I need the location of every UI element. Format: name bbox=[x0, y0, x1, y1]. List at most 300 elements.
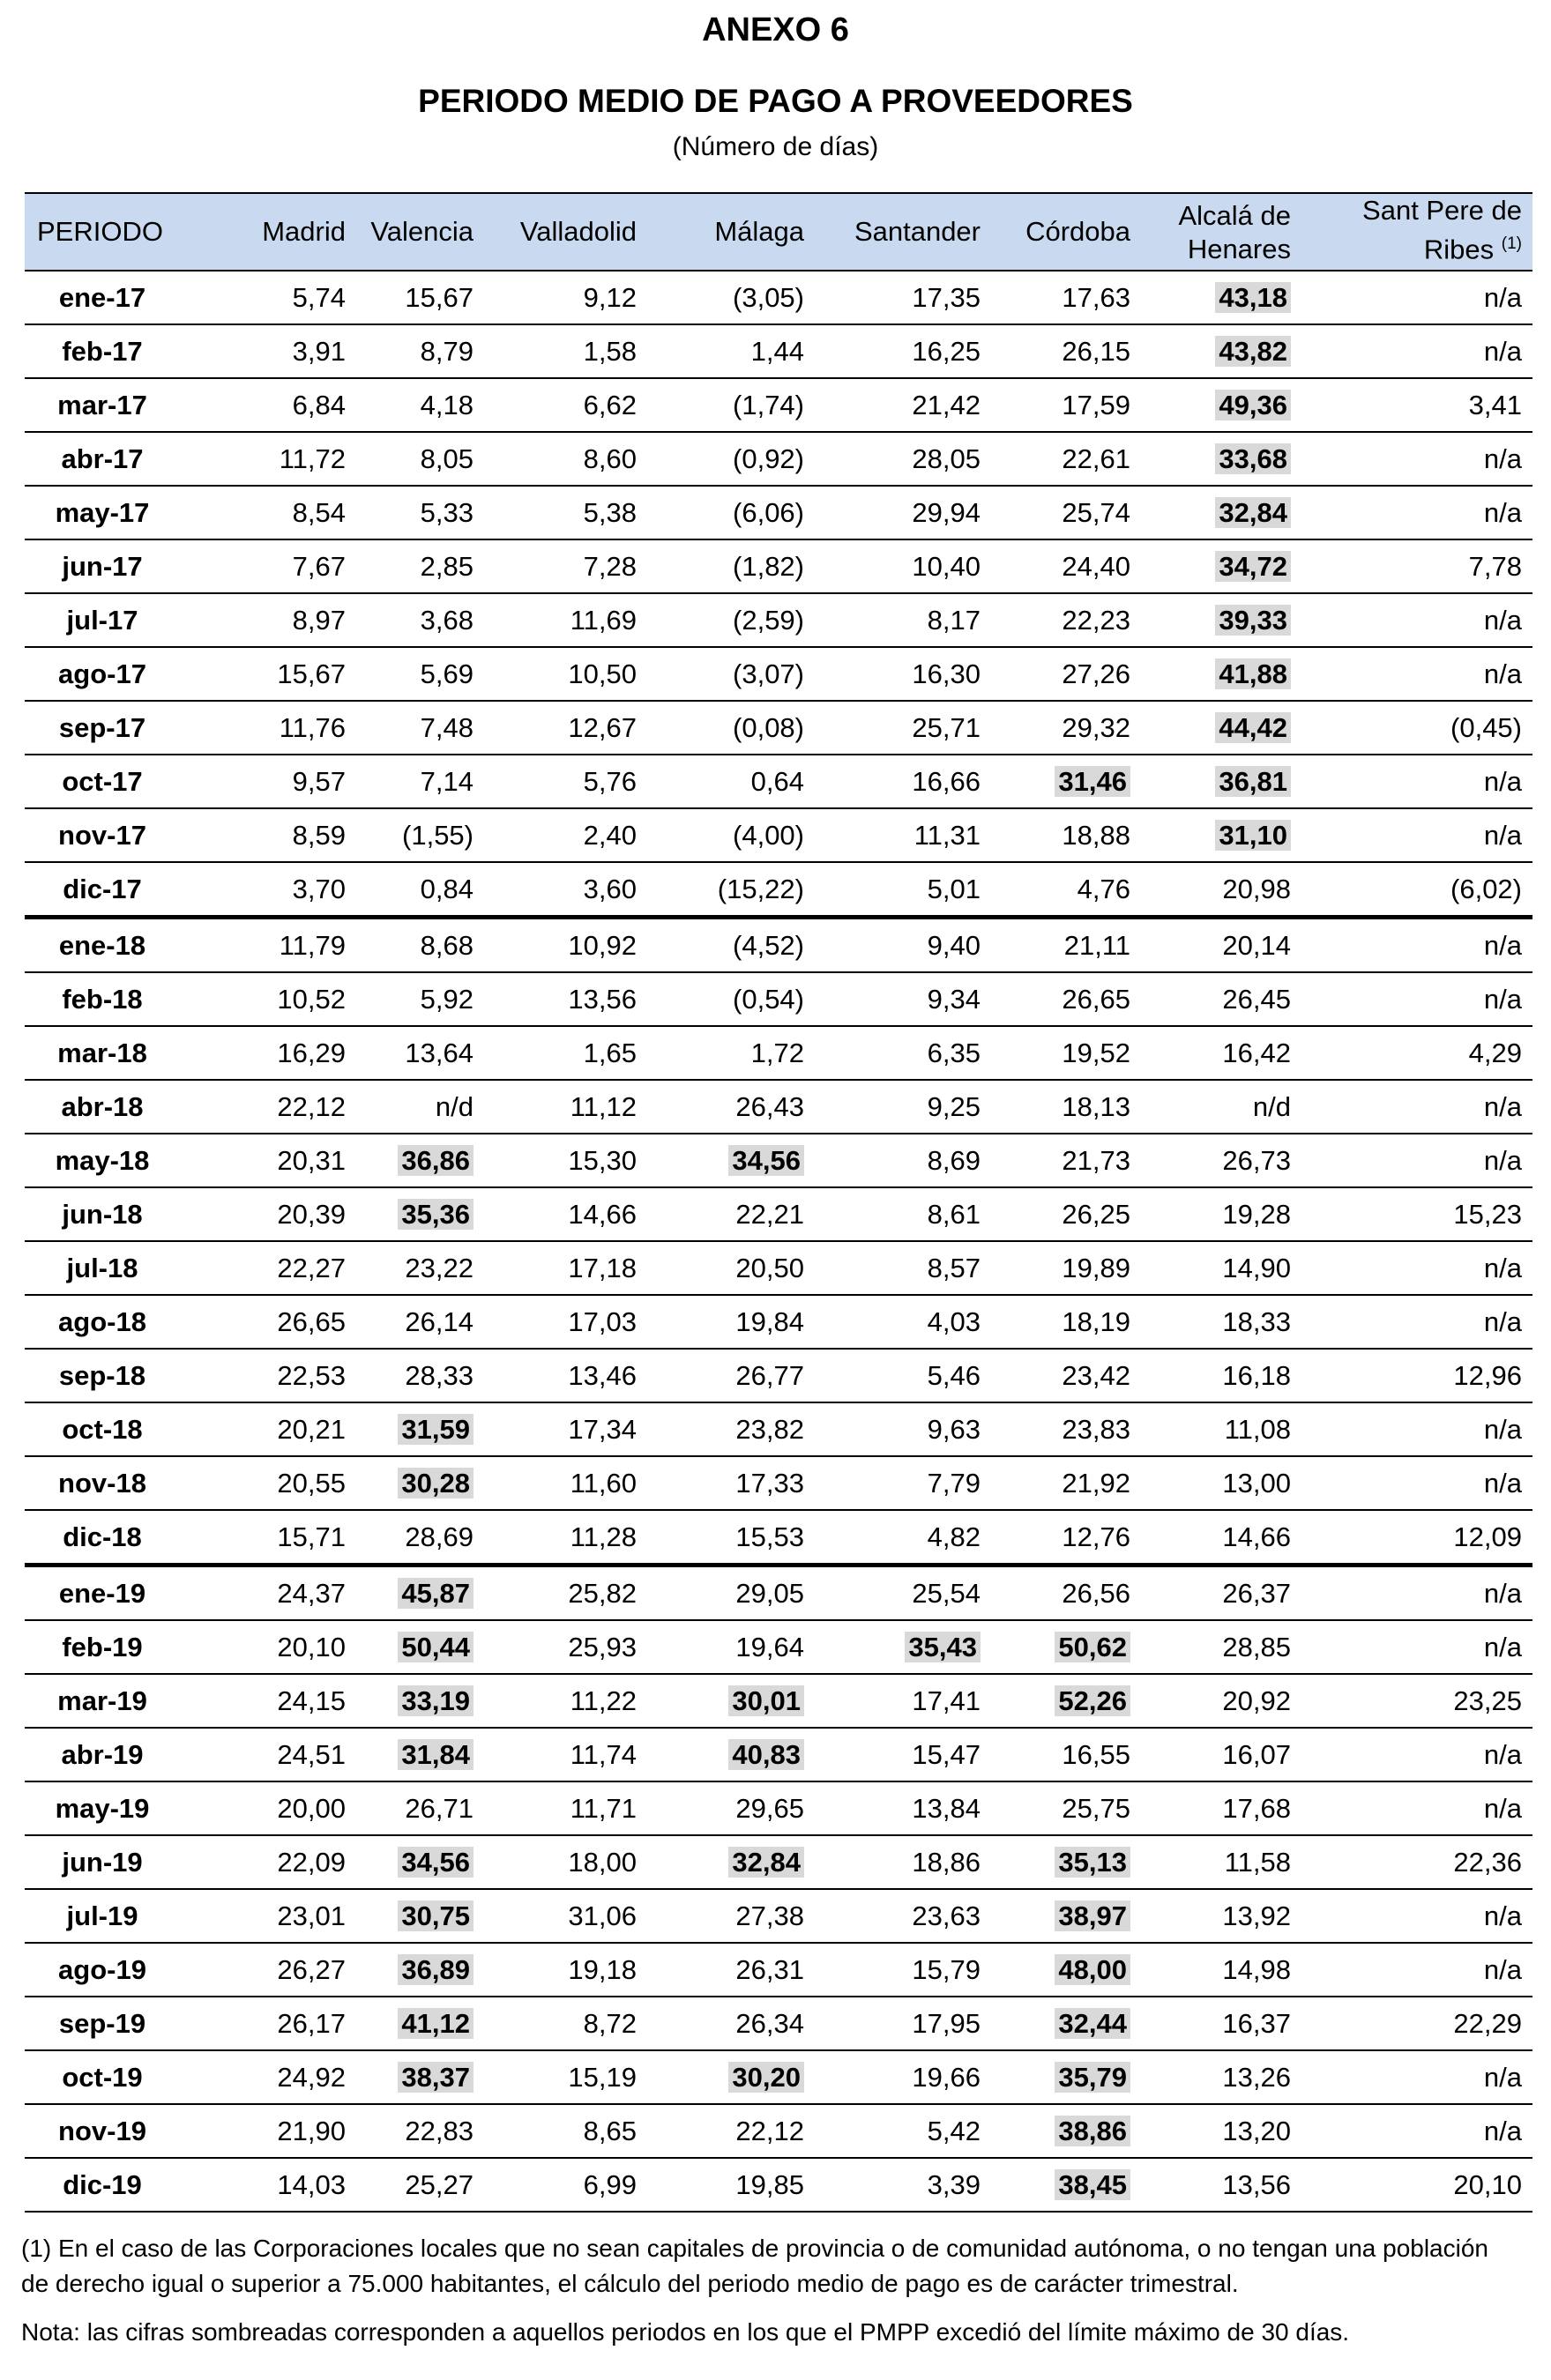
value-cell-alcala: n/d bbox=[1141, 1080, 1301, 1134]
table-row bbox=[25, 432, 1532, 486]
value-cell-santander: 5,01 bbox=[815, 862, 991, 918]
shaded-value: 38,45 bbox=[1055, 2169, 1130, 2200]
value-cell-valladolid: 25,93 bbox=[484, 1620, 647, 1674]
footnote-line-2: de derecho igual o superior a 75.000 habitantes, el cálculo del periodo medio de pago es de carácter trimestral. bbox=[21, 2270, 1239, 2297]
value-cell-santander: 4,82 bbox=[815, 1510, 991, 1566]
value-cell-cordoba: 22,61 bbox=[991, 432, 1141, 486]
col-header-periodo: PERIODO bbox=[25, 193, 180, 271]
value-cell-valladolid: 10,92 bbox=[484, 918, 647, 973]
table-row bbox=[25, 324, 1532, 378]
table-row bbox=[25, 1134, 1532, 1187]
table-body bbox=[25, 271, 1532, 2212]
value-cell-valencia bbox=[356, 1402, 484, 1456]
value-cell-alcala: 16,37 bbox=[1141, 1997, 1301, 2050]
table-row bbox=[25, 1080, 1532, 1134]
value-cell-santander: 21,42 bbox=[815, 378, 991, 432]
period-cell: mar-19 bbox=[25, 1674, 180, 1728]
period-cell: dic-19 bbox=[25, 2158, 180, 2212]
value-cell-alcala bbox=[1141, 755, 1301, 808]
value-cell-malaga: 26,31 bbox=[647, 1943, 815, 1997]
value-cell-alcala bbox=[1141, 271, 1301, 324]
value-cell-santander: 19,66 bbox=[815, 2050, 991, 2104]
value-cell-valladolid: 11,12 bbox=[484, 1080, 647, 1134]
value-cell-madrid: 24,15 bbox=[180, 1674, 356, 1728]
value-cell-malaga: (0,92) bbox=[647, 432, 815, 486]
shaded-value: 50,62 bbox=[1055, 1632, 1130, 1662]
shaded-value: 43,18 bbox=[1215, 282, 1291, 313]
value-cell-santander: 9,34 bbox=[815, 972, 991, 1026]
value-cell-sant-pere: n/a bbox=[1301, 1402, 1532, 1456]
value-cell-valladolid: 13,56 bbox=[484, 972, 647, 1026]
value-cell-sant-pere: 23,25 bbox=[1301, 1674, 1532, 1728]
period-cell: ene-19 bbox=[25, 1566, 180, 1621]
period-cell: nov-19 bbox=[25, 2104, 180, 2158]
value-cell-madrid: 22,12 bbox=[180, 1080, 356, 1134]
value-cell-sant-pere: n/a bbox=[1301, 324, 1532, 378]
shaded-value: 40,83 bbox=[728, 1739, 804, 1770]
value-cell-cordoba: 23,42 bbox=[991, 1349, 1141, 1402]
period-cell: jun-19 bbox=[25, 1835, 180, 1889]
value-cell-madrid: 8,97 bbox=[180, 593, 356, 647]
col-header-sant-pere bbox=[1301, 193, 1532, 271]
value-cell-malaga: 26,34 bbox=[647, 1997, 815, 2050]
footnote-marker: (1) bbox=[1501, 234, 1522, 253]
shaded-value: 31,46 bbox=[1055, 766, 1130, 797]
value-cell-sant-pere: n/a bbox=[1301, 918, 1532, 973]
table-row bbox=[25, 808, 1532, 862]
period-cell: dic-17 bbox=[25, 862, 180, 918]
value-cell-alcala: 18,33 bbox=[1141, 1295, 1301, 1349]
table-row bbox=[25, 755, 1532, 808]
table-row bbox=[25, 1674, 1532, 1728]
value-cell-valladolid: 15,30 bbox=[484, 1134, 647, 1187]
value-cell-valencia: 5,33 bbox=[356, 486, 484, 539]
value-cell-valladolid: 11,71 bbox=[484, 1781, 647, 1835]
col-header-santander: Santander bbox=[815, 193, 991, 271]
value-cell-sant-pere: n/a bbox=[1301, 1620, 1532, 1674]
value-cell-sant-pere: 22,29 bbox=[1301, 1997, 1532, 2050]
period-cell: ago-17 bbox=[25, 647, 180, 701]
value-cell-alcala: 14,98 bbox=[1141, 1943, 1301, 1997]
value-cell-santander: 13,84 bbox=[815, 1781, 991, 1835]
value-cell-santander: 3,39 bbox=[815, 2158, 991, 2212]
value-cell-cordoba: 21,73 bbox=[991, 1134, 1141, 1187]
value-cell-cordoba: 4,76 bbox=[991, 862, 1141, 918]
value-cell-santander: 6,35 bbox=[815, 1026, 991, 1080]
value-cell-alcala bbox=[1141, 324, 1301, 378]
col-header-alcala bbox=[1141, 193, 1301, 271]
period-cell: ene-17 bbox=[25, 271, 180, 324]
value-cell-valencia: 15,67 bbox=[356, 271, 484, 324]
value-cell-cordoba: 19,52 bbox=[991, 1026, 1141, 1080]
period-cell: abr-18 bbox=[25, 1080, 180, 1134]
table-header-row bbox=[25, 193, 1532, 271]
value-cell-santander: 5,46 bbox=[815, 1349, 991, 1402]
value-cell-madrid: 3,91 bbox=[180, 324, 356, 378]
shaded-value: 44,42 bbox=[1215, 712, 1291, 743]
value-cell-cordoba bbox=[991, 1620, 1141, 1674]
value-cell-sant-pere: n/a bbox=[1301, 1889, 1532, 1943]
period-cell: sep-17 bbox=[25, 701, 180, 755]
value-cell-valencia: 3,68 bbox=[356, 593, 484, 647]
value-cell-sant-pere: n/a bbox=[1301, 271, 1532, 324]
value-cell-cordoba: 21,11 bbox=[991, 918, 1141, 973]
shaded-value: 38,86 bbox=[1055, 2116, 1130, 2146]
value-cell-alcala: 13,00 bbox=[1141, 1456, 1301, 1510]
value-cell-cordoba: 19,89 bbox=[991, 1241, 1141, 1295]
value-cell-malaga: 22,21 bbox=[647, 1187, 815, 1241]
table-row bbox=[25, 2050, 1532, 2104]
value-cell-malaga: 27,38 bbox=[647, 1889, 815, 1943]
value-cell-madrid: 11,72 bbox=[180, 432, 356, 486]
shaded-value: 45,87 bbox=[398, 1578, 474, 1609]
value-cell-madrid: 26,27 bbox=[180, 1943, 356, 1997]
value-cell-sant-pere: n/a bbox=[1301, 1134, 1532, 1187]
value-cell-madrid: 24,92 bbox=[180, 2050, 356, 2104]
value-cell-cordoba: 23,83 bbox=[991, 1402, 1141, 1456]
value-cell-madrid: 11,76 bbox=[180, 701, 356, 755]
value-cell-cordoba bbox=[991, 2050, 1141, 2104]
value-cell-malaga: 17,33 bbox=[647, 1456, 815, 1510]
value-cell-valladolid: 11,74 bbox=[484, 1728, 647, 1781]
shaded-value: 39,33 bbox=[1215, 605, 1291, 636]
table-row bbox=[25, 647, 1532, 701]
value-cell-alcala: 26,73 bbox=[1141, 1134, 1301, 1187]
value-cell-madrid: 15,71 bbox=[180, 1510, 356, 1566]
value-cell-alcala bbox=[1141, 593, 1301, 647]
value-cell-valencia: 13,64 bbox=[356, 1026, 484, 1080]
col-header-alcala-line2: Henares bbox=[1187, 234, 1291, 265]
shaded-value: 38,37 bbox=[398, 2062, 474, 2093]
value-cell-valladolid: 12,67 bbox=[484, 701, 647, 755]
annex-label: ANEXO 6 bbox=[702, 11, 849, 48]
value-cell-valencia: 8,68 bbox=[356, 918, 484, 973]
value-cell-alcala: 20,14 bbox=[1141, 918, 1301, 973]
value-cell-madrid: 22,53 bbox=[180, 1349, 356, 1402]
shaded-value: 30,01 bbox=[728, 1685, 804, 1716]
table-row bbox=[25, 378, 1532, 432]
col-header-sant-pere-line2: Ribes bbox=[1423, 234, 1495, 265]
shaded-value: 48,00 bbox=[1055, 1954, 1130, 1985]
value-cell-malaga: 29,05 bbox=[647, 1566, 815, 1621]
period-cell: oct-18 bbox=[25, 1402, 180, 1456]
value-cell-malaga: 22,12 bbox=[647, 2104, 815, 2158]
value-cell-santander: 18,86 bbox=[815, 1835, 991, 1889]
value-cell-santander: 16,66 bbox=[815, 755, 991, 808]
value-cell-valladolid: 1,58 bbox=[484, 324, 647, 378]
page-title: PERIODO MEDIO DE PAGO A PROVEEDORES bbox=[418, 83, 1133, 119]
page-subtitle: (Número de días) bbox=[672, 132, 879, 161]
value-cell-alcala: 11,08 bbox=[1141, 1402, 1301, 1456]
value-cell-malaga: 1,44 bbox=[647, 324, 815, 378]
value-cell-santander: 7,79 bbox=[815, 1456, 991, 1510]
value-cell-sant-pere: 3,41 bbox=[1301, 378, 1532, 432]
shaded-value: 41,88 bbox=[1215, 658, 1291, 689]
period-cell: jun-17 bbox=[25, 539, 180, 593]
value-cell-santander: 4,03 bbox=[815, 1295, 991, 1349]
value-cell-sant-pere: n/a bbox=[1301, 593, 1532, 647]
value-cell-cordoba bbox=[991, 2158, 1141, 2212]
value-cell-valencia bbox=[356, 1566, 484, 1621]
value-cell-madrid: 10,52 bbox=[180, 972, 356, 1026]
period-cell: feb-17 bbox=[25, 324, 180, 378]
value-cell-alcala: 13,20 bbox=[1141, 2104, 1301, 2158]
value-cell-valladolid: 10,50 bbox=[484, 647, 647, 701]
shaded-value: 32,44 bbox=[1055, 2008, 1130, 2039]
value-cell-sant-pere: n/a bbox=[1301, 755, 1532, 808]
value-cell-alcala bbox=[1141, 378, 1301, 432]
value-cell-alcala: 28,85 bbox=[1141, 1620, 1301, 1674]
value-cell-cordoba: 24,40 bbox=[991, 539, 1141, 593]
period-cell: feb-18 bbox=[25, 972, 180, 1026]
table-row bbox=[25, 862, 1532, 918]
value-cell-sant-pere: 20,10 bbox=[1301, 2158, 1532, 2212]
value-cell-malaga: 29,65 bbox=[647, 1781, 815, 1835]
value-cell-malaga: (1,74) bbox=[647, 378, 815, 432]
value-cell-valencia: n/d bbox=[356, 1080, 484, 1134]
value-cell-madrid: 9,57 bbox=[180, 755, 356, 808]
value-cell-alcala: 26,37 bbox=[1141, 1566, 1301, 1621]
value-cell-madrid: 22,27 bbox=[180, 1241, 356, 1295]
value-cell-valencia bbox=[356, 1943, 484, 1997]
value-cell-valencia bbox=[356, 1674, 484, 1728]
value-cell-valencia bbox=[356, 2050, 484, 2104]
value-cell-cordoba: 17,59 bbox=[991, 378, 1141, 432]
period-cell: mar-18 bbox=[25, 1026, 180, 1080]
period-cell: nov-17 bbox=[25, 808, 180, 862]
value-cell-valencia: 0,84 bbox=[356, 862, 484, 918]
value-cell-alcala: 20,98 bbox=[1141, 862, 1301, 918]
value-cell-valencia bbox=[356, 1997, 484, 2050]
value-cell-valencia: 26,14 bbox=[356, 1295, 484, 1349]
value-cell-valencia: 5,69 bbox=[356, 647, 484, 701]
value-cell-santander: 8,57 bbox=[815, 1241, 991, 1295]
value-cell-malaga: (2,59) bbox=[647, 593, 815, 647]
value-cell-sant-pere: n/a bbox=[1301, 1295, 1532, 1349]
shaded-value: 36,86 bbox=[398, 1145, 474, 1176]
value-cell-valladolid: 25,82 bbox=[484, 1566, 647, 1621]
value-cell-santander: 9,63 bbox=[815, 1402, 991, 1456]
table-row bbox=[25, 1566, 1532, 1621]
period-cell: jul-17 bbox=[25, 593, 180, 647]
value-cell-santander: 15,47 bbox=[815, 1728, 991, 1781]
value-cell-valladolid: 17,18 bbox=[484, 1241, 647, 1295]
value-cell-madrid: 20,21 bbox=[180, 1402, 356, 1456]
value-cell-valladolid: 5,38 bbox=[484, 486, 647, 539]
value-cell-valladolid: 3,60 bbox=[484, 862, 647, 918]
value-cell-valladolid: 5,76 bbox=[484, 755, 647, 808]
value-cell-madrid: 23,01 bbox=[180, 1889, 356, 1943]
value-cell-valencia: 8,79 bbox=[356, 324, 484, 378]
footnote bbox=[21, 2231, 1551, 2302]
value-cell-valladolid: 8,60 bbox=[484, 432, 647, 486]
value-cell-valladolid: 8,65 bbox=[484, 2104, 647, 2158]
value-cell-sant-pere: n/a bbox=[1301, 432, 1532, 486]
value-cell-valencia: 22,83 bbox=[356, 2104, 484, 2158]
value-cell-santander: 29,94 bbox=[815, 486, 991, 539]
value-cell-valladolid: 31,06 bbox=[484, 1889, 647, 1943]
table-row bbox=[25, 1889, 1532, 1943]
value-cell-cordoba: 26,56 bbox=[991, 1566, 1141, 1621]
period-cell: sep-18 bbox=[25, 1349, 180, 1402]
value-cell-cordoba bbox=[991, 1674, 1141, 1728]
value-cell-cordoba: 17,63 bbox=[991, 271, 1141, 324]
shaded-value: 33,19 bbox=[398, 1685, 474, 1716]
value-cell-valencia bbox=[356, 1835, 484, 1889]
shaded-value: 43,82 bbox=[1215, 336, 1291, 367]
period-cell: oct-19 bbox=[25, 2050, 180, 2104]
value-cell-malaga: 19,64 bbox=[647, 1620, 815, 1674]
value-cell-valencia: 4,18 bbox=[356, 378, 484, 432]
table-row bbox=[25, 1781, 1532, 1835]
col-header-cordoba: Córdoba bbox=[991, 193, 1141, 271]
period-cell: abr-19 bbox=[25, 1728, 180, 1781]
value-cell-malaga: (0,08) bbox=[647, 701, 815, 755]
shaded-value: 32,84 bbox=[1215, 497, 1291, 528]
value-cell-malaga: 19,85 bbox=[647, 2158, 815, 2212]
shaded-value: 31,59 bbox=[398, 1414, 474, 1445]
value-cell-cordoba: 25,74 bbox=[991, 486, 1141, 539]
shaded-value: 33,68 bbox=[1215, 443, 1291, 474]
value-cell-valladolid: 18,00 bbox=[484, 1835, 647, 1889]
table-row bbox=[25, 1349, 1532, 1402]
value-cell-valladolid: 8,72 bbox=[484, 1997, 647, 2050]
value-cell-cordoba: 29,32 bbox=[991, 701, 1141, 755]
value-cell-madrid: 26,65 bbox=[180, 1295, 356, 1349]
value-cell-cordoba bbox=[991, 1943, 1141, 1997]
value-cell-malaga: (15,22) bbox=[647, 862, 815, 918]
shaded-value: 35,79 bbox=[1055, 2062, 1130, 2093]
footnote-line-1: (1) En el caso de las Corporaciones locales que no sean capitales de provincia o de comunidad autónoma, o no tengan una población bbox=[21, 2235, 1488, 2262]
value-cell-cordoba bbox=[991, 1835, 1141, 1889]
value-cell-santander: 8,17 bbox=[815, 593, 991, 647]
value-cell-santander: 5,42 bbox=[815, 2104, 991, 2158]
value-cell-alcala: 16,42 bbox=[1141, 1026, 1301, 1080]
value-cell-santander: 25,54 bbox=[815, 1566, 991, 1621]
value-cell-valencia bbox=[356, 1620, 484, 1674]
period-cell: dic-18 bbox=[25, 1510, 180, 1566]
value-cell-valencia: (1,55) bbox=[356, 808, 484, 862]
value-cell-cordoba: 25,75 bbox=[991, 1781, 1141, 1835]
value-cell-valladolid: 6,99 bbox=[484, 2158, 647, 2212]
period-cell: sep-19 bbox=[25, 1997, 180, 2050]
value-cell-malaga: 0,64 bbox=[647, 755, 815, 808]
value-cell-malaga: 23,82 bbox=[647, 1402, 815, 1456]
value-cell-alcala bbox=[1141, 647, 1301, 701]
value-cell-madrid: 11,79 bbox=[180, 918, 356, 973]
period-cell: may-18 bbox=[25, 1134, 180, 1187]
value-cell-cordoba: 16,55 bbox=[991, 1728, 1141, 1781]
value-cell-cordoba: 26,25 bbox=[991, 1187, 1141, 1241]
table-row bbox=[25, 1026, 1532, 1080]
value-cell-alcala bbox=[1141, 486, 1301, 539]
shaded-value: 49,36 bbox=[1215, 390, 1291, 420]
value-cell-sant-pere: n/a bbox=[1301, 1080, 1532, 1134]
value-cell-madrid: 5,74 bbox=[180, 271, 356, 324]
table-row bbox=[25, 1835, 1532, 1889]
period-cell: oct-17 bbox=[25, 755, 180, 808]
value-cell-santander: 10,40 bbox=[815, 539, 991, 593]
value-cell-valencia: 7,48 bbox=[356, 701, 484, 755]
value-cell-madrid: 20,55 bbox=[180, 1456, 356, 1510]
value-cell-santander: 11,31 bbox=[815, 808, 991, 862]
table-row bbox=[25, 271, 1532, 324]
value-cell-malaga: (0,54) bbox=[647, 972, 815, 1026]
value-cell-valencia: 8,05 bbox=[356, 432, 484, 486]
value-cell-valladolid: 14,66 bbox=[484, 1187, 647, 1241]
value-cell-malaga bbox=[647, 1674, 815, 1728]
col-header-alcala-line1: Alcalá de bbox=[1178, 200, 1291, 232]
value-cell-valencia bbox=[356, 1134, 484, 1187]
value-cell-santander: 28,05 bbox=[815, 432, 991, 486]
value-cell-alcala: 19,28 bbox=[1141, 1187, 1301, 1241]
shading-note: Nota: las cifras sombreadas corresponden a aquellos periodos en los que el PMPP excedió del límite máximo de 30 días. bbox=[21, 2318, 1350, 2346]
period-cell: ago-19 bbox=[25, 1943, 180, 1997]
value-cell-alcala: 13,26 bbox=[1141, 2050, 1301, 2104]
value-cell-valladolid: 15,19 bbox=[484, 2050, 647, 2104]
shaded-value: 31,10 bbox=[1215, 820, 1291, 851]
value-cell-malaga: (4,00) bbox=[647, 808, 815, 862]
shaded-value: 36,89 bbox=[398, 1954, 474, 1985]
value-cell-malaga: (4,52) bbox=[647, 918, 815, 973]
table-row bbox=[25, 2104, 1532, 2158]
value-cell-malaga: 15,53 bbox=[647, 1510, 815, 1566]
value-cell-santander: 23,63 bbox=[815, 1889, 991, 1943]
value-cell-malaga bbox=[647, 2050, 815, 2104]
value-cell-cordoba bbox=[991, 1997, 1141, 2050]
shaded-value: 36,81 bbox=[1215, 766, 1291, 797]
value-cell-madrid: 16,29 bbox=[180, 1026, 356, 1080]
shaded-value: 38,97 bbox=[1055, 1900, 1130, 1931]
shaded-value: 30,28 bbox=[398, 1468, 474, 1499]
value-cell-malaga bbox=[647, 1728, 815, 1781]
value-cell-valencia: 26,71 bbox=[356, 1781, 484, 1835]
value-cell-malaga: 26,43 bbox=[647, 1080, 815, 1134]
value-cell-valladolid: 7,28 bbox=[484, 539, 647, 593]
payment-period-table bbox=[25, 192, 1532, 2213]
period-cell: mar-17 bbox=[25, 378, 180, 432]
shaded-value: 32,84 bbox=[728, 1847, 804, 1878]
value-cell-alcala bbox=[1141, 539, 1301, 593]
value-cell-valencia: 25,27 bbox=[356, 2158, 484, 2212]
value-cell-sant-pere: n/a bbox=[1301, 1781, 1532, 1835]
value-cell-valladolid: 17,34 bbox=[484, 1402, 647, 1456]
value-cell-santander: 17,35 bbox=[815, 271, 991, 324]
value-cell-cordoba: 21,92 bbox=[991, 1456, 1141, 1510]
shaded-value: 34,56 bbox=[398, 1847, 474, 1878]
value-cell-santander: 9,40 bbox=[815, 918, 991, 973]
value-cell-cordoba: 18,13 bbox=[991, 1080, 1141, 1134]
value-cell-alcala: 14,90 bbox=[1141, 1241, 1301, 1295]
value-cell-sant-pere: n/a bbox=[1301, 486, 1532, 539]
value-cell-cordoba: 27,26 bbox=[991, 647, 1141, 701]
period-cell: nov-18 bbox=[25, 1456, 180, 1510]
period-cell: jul-19 bbox=[25, 1889, 180, 1943]
table-row bbox=[25, 486, 1532, 539]
shaded-value: 35,36 bbox=[398, 1199, 474, 1230]
value-cell-malaga: (3,07) bbox=[647, 647, 815, 701]
value-cell-sant-pere: n/a bbox=[1301, 647, 1532, 701]
value-cell-valladolid: 9,12 bbox=[484, 271, 647, 324]
table-row bbox=[25, 701, 1532, 755]
value-cell-alcala: 20,92 bbox=[1141, 1674, 1301, 1728]
value-cell-madrid: 20,00 bbox=[180, 1781, 356, 1835]
table-row bbox=[25, 2158, 1532, 2212]
table-row bbox=[25, 1728, 1532, 1781]
period-cell: feb-19 bbox=[25, 1620, 180, 1674]
value-cell-malaga: (6,06) bbox=[647, 486, 815, 539]
value-cell-valladolid: 6,62 bbox=[484, 378, 647, 432]
